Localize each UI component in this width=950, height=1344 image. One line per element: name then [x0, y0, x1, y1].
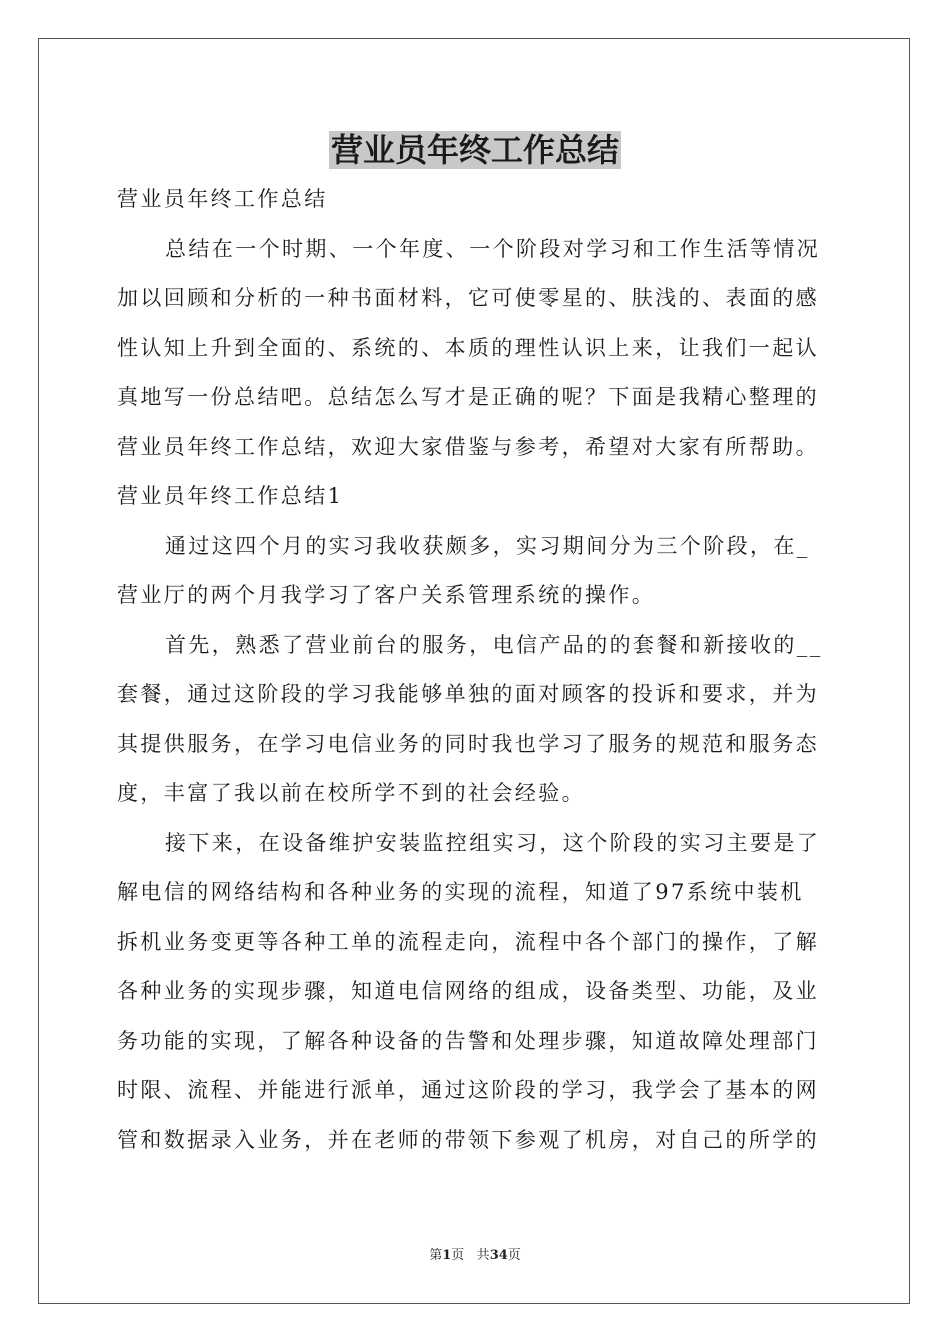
footer-page-total: 34: [489, 1248, 508, 1263]
text-line: 拆机业务变更等各种工单的流程走向，流程中各个部门的操作，了解: [117, 929, 819, 954]
document-title-text: 营业员年终工作总结: [330, 131, 619, 169]
text-line: 性认知上升到全面的、系统的、本质的理性认识上来，让我们一起认: [117, 335, 819, 360]
footer-total-prefix: 共: [476, 1248, 490, 1263]
text-line: 加以回顾和分析的一种书面材料，它可使零星的、肤浅的、表面的感: [117, 286, 819, 310]
text-line: 其提供服务，在学习电信业务的同时我也学习了服务的规范和服务态: [117, 731, 819, 756]
text-line: 管和数据录入业务，并在老师的带领下参观了机房，对自己的所学的: [117, 1127, 819, 1152]
text-line: 营业厅的两个月我学习了客户关系管理系统的操作。: [117, 583, 656, 607]
text-line: 度，丰富了我以前在校所学不到的社会经验。: [117, 781, 585, 805]
document-title: [0, 128, 950, 172]
text-line: 接下来，在设备维护安装监控组实习，这个阶段的实习主要是了: [165, 830, 821, 855]
text-line: 时限、流程、并能进行派单，通过这阶段的学习，我学会了基本的网: [117, 1078, 819, 1102]
document-body: [117, 175, 837, 1165]
text-line: 务功能的实现，了解各种设备的告警和处理步骤，知道故障处理部门: [117, 1028, 819, 1053]
text-line: 套餐，通过这阶段的学习我能够单独的面对顾客的投诉和要求，并为: [117, 682, 819, 706]
text-line: 营业员年终工作总结1: [117, 484, 344, 508]
footer-page-current: 1: [442, 1248, 452, 1263]
text-line: 营业员年终工作总结，欢迎大家借鉴与参考，希望对大家有所帮助。: [117, 434, 819, 459]
footer-page-unit: 页: [451, 1248, 465, 1263]
page-footer: [0, 1246, 950, 1266]
text-line: 真地写一份总结吧。总结怎么写才是正确的呢？下面是我精心整理的: [117, 385, 819, 409]
footer-page-prefix: 第: [429, 1248, 443, 1263]
text-line: 总结在一个时期、一个年度、一个阶段对学习和工作生活等情况: [165, 236, 821, 261]
text-line: 通过这四个月的实习我收获颇多，实习期间分为三个阶段，在_: [165, 533, 810, 558]
text-line: 首先，熟悉了营业前台的服务，电信产品的的套餐和新接收的__: [165, 632, 823, 657]
text-line: 解电信的网络结构和各种业务的实现的流程，知道了97系统中装机: [117, 880, 804, 904]
footer-total-unit: 页: [507, 1248, 521, 1263]
text-line: 营业员年终工作总结: [117, 187, 328, 211]
text-line: 各种业务的实现步骤，知道电信网络的组成，设备类型、功能，及业: [117, 979, 819, 1003]
